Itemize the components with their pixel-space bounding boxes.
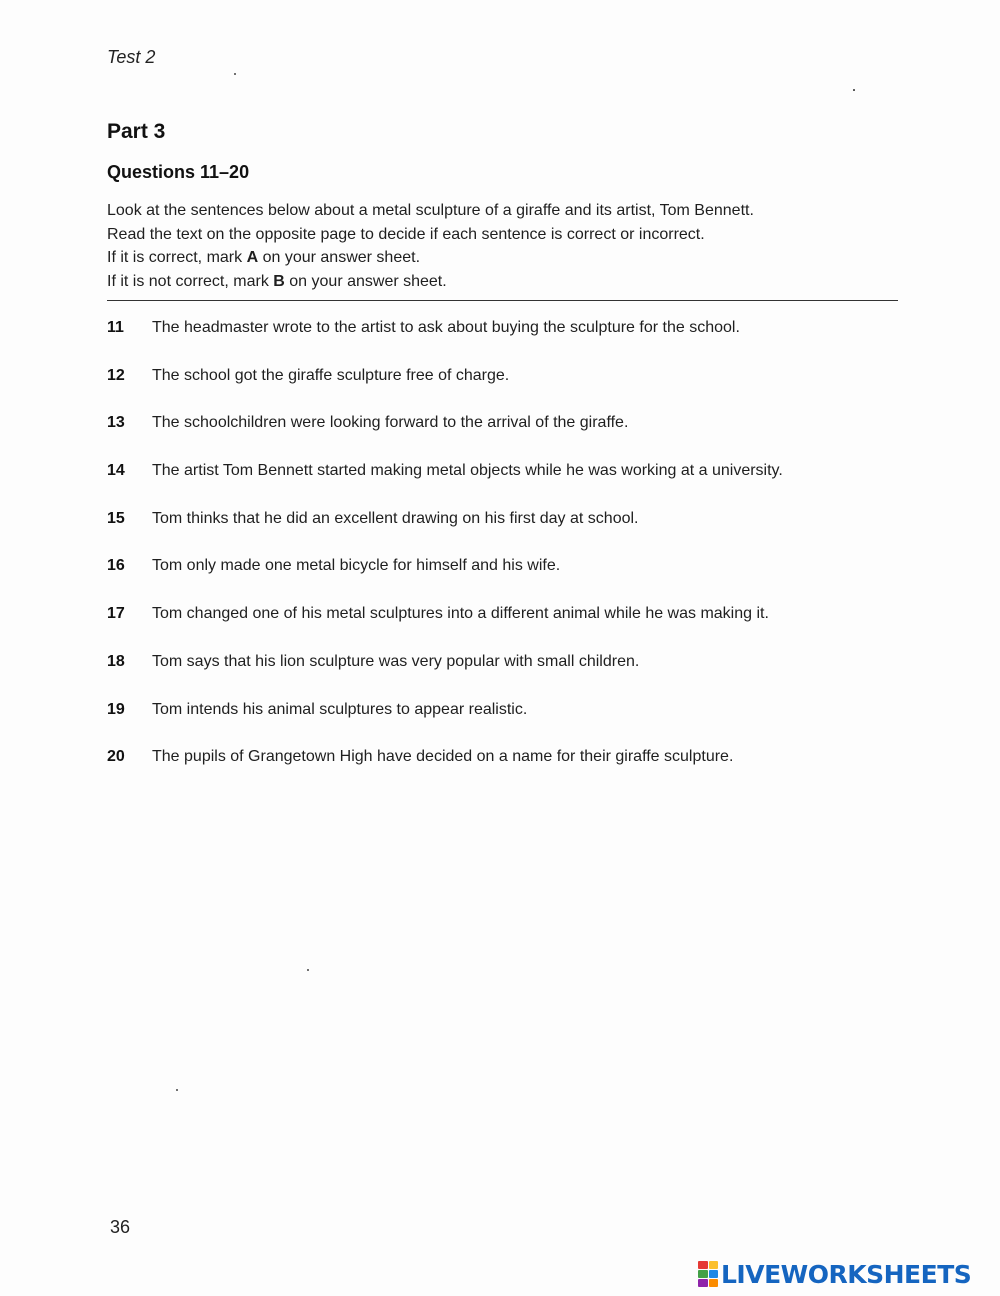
question-item (107, 508, 907, 556)
question-text: Tom says that his lion sculpture was very popular with small children. (152, 652, 640, 670)
question-item (107, 651, 907, 699)
instruction-line-4-after: on your answer sheet. (284, 272, 447, 290)
liveworksheets-brand[interactable] (698, 1258, 971, 1290)
instruction-line-1: Look at the sentences below about a metal sculpture of a giraffe and its artist, Tom Bennett. (107, 202, 754, 219)
answer-option-a: A (246, 249, 259, 266)
question-item (107, 746, 907, 794)
questions-range-heading: Questions 11–20 (107, 162, 250, 182)
logo-tile (709, 1279, 719, 1287)
question-item (107, 555, 907, 603)
question-text: The school got the giraffe sculpture free of charge. (152, 366, 510, 384)
question-number: 14 (107, 462, 125, 480)
instruction-line-4-before: If it is not correct, mark (107, 272, 274, 290)
question-item (107, 603, 907, 651)
question-number: 17 (107, 605, 125, 623)
brand-text: LIVEWORKSHEETS (721, 1259, 972, 1289)
question-text: The schoolchildren were looking forward to the arrival of the giraffe. (152, 414, 629, 432)
scan-speck (234, 73, 236, 75)
question-number: 13 (107, 414, 125, 432)
question-text: Tom intends his animal sculptures to appear realistic. (152, 700, 528, 718)
question-number: 12 (107, 366, 125, 384)
question-number: 20 (107, 748, 125, 766)
scan-speck (853, 89, 855, 91)
instruction-line-3 (107, 246, 897, 270)
question-text: The artist Tom Bennett started making metal objects while he was working at a university. (152, 462, 783, 480)
answer-option-b: B (273, 272, 285, 290)
instruction-line-4 (107, 270, 897, 294)
question-text: The headmaster wrote to the artist to ask about buying the sculpture for the school. (152, 319, 740, 336)
question-list (107, 317, 907, 794)
part-title: Part 3 (107, 120, 166, 143)
question-item (107, 412, 907, 460)
page-number: 36 (110, 1217, 131, 1237)
scan-speck (307, 969, 309, 971)
logo-tile (698, 1270, 708, 1278)
logo-tile (698, 1279, 708, 1287)
question-text: The pupils of Grangetown High have decided on a name for their giraffe sculpture. (152, 748, 734, 766)
question-number: 19 (107, 700, 125, 718)
question-text: Tom thinks that he did an excellent drawing on his first day at school. (152, 509, 639, 527)
question-number: 15 (107, 509, 125, 527)
instruction-line-3-before: If it is correct, mark (107, 249, 247, 266)
scan-speck (176, 1089, 178, 1091)
logo-tile (698, 1261, 708, 1269)
logo-tile (709, 1261, 719, 1269)
question-item (107, 460, 907, 508)
instruction-line-2: Read the text on the opposite page to decide if each sentence is correct or incorrect. (107, 225, 705, 243)
section-divider (107, 300, 898, 301)
logo-tile (709, 1270, 719, 1278)
question-item (107, 317, 907, 365)
question-number: 16 (107, 557, 125, 575)
instruction-line-3-after: on your answer sheet. (258, 249, 421, 266)
instructions (107, 199, 897, 293)
question-text: Tom changed one of his metal sculptures into a different animal while he was making it. (152, 605, 769, 623)
question-number: 11 (107, 319, 124, 336)
question-text: Tom only made one metal bicycle for himself and his wife. (152, 557, 561, 575)
test-label: Test 2 (107, 47, 156, 67)
question-number: 18 (107, 652, 125, 670)
question-item (107, 365, 907, 413)
liveworksheets-logo-icon (698, 1261, 718, 1287)
question-item (107, 699, 907, 747)
